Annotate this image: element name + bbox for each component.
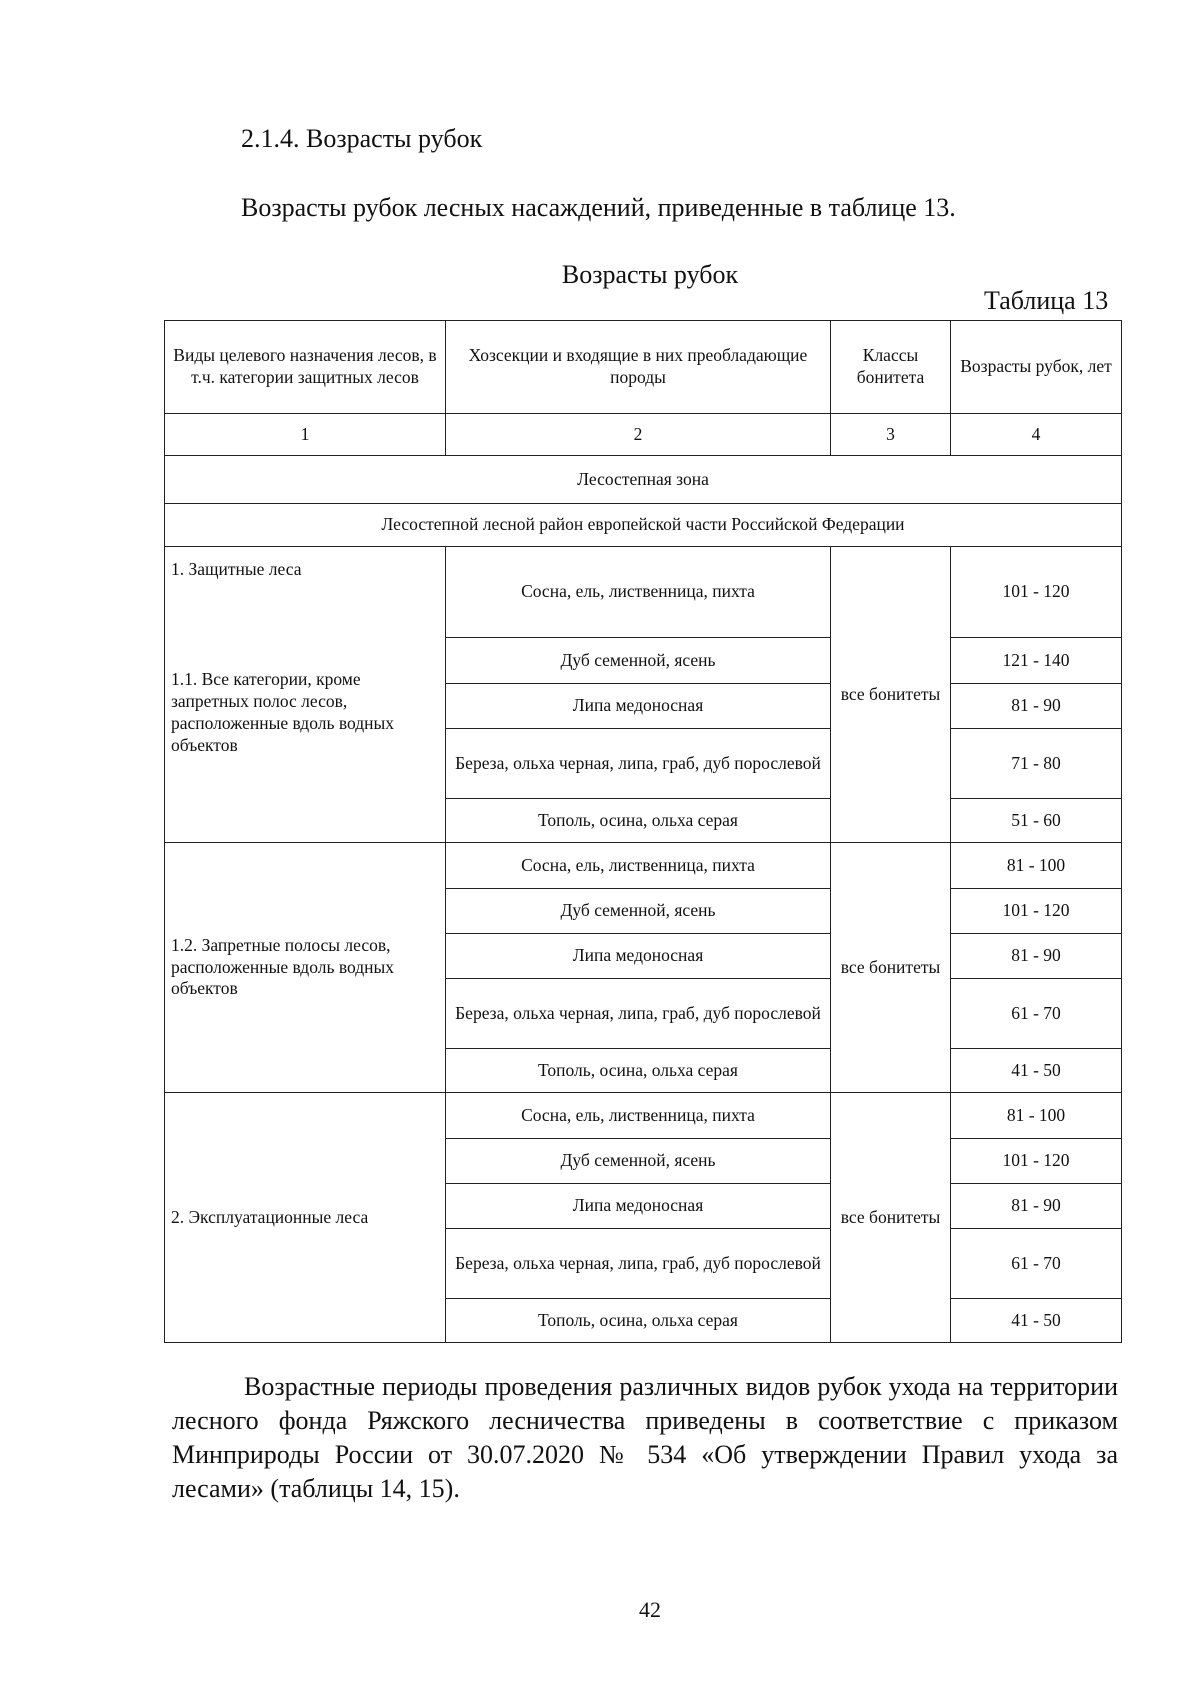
category-cell: 1.2. Запретные полосы лесов, расположенные вдоль водных объектов — [165, 843, 446, 1093]
column-number: 2 — [446, 414, 831, 456]
page-number: 42 — [639, 1597, 661, 1622]
category-label: 1. Защитные леса — [171, 559, 302, 579]
closing-paragraph: Возрастные периоды проведения различных видов рубок ухода на территории лесного фонда Ряжского лесничества приведены в соответствие с приказом Минприроды России от 30.07.2020 № 534 «Об утверждении Правил ухода за лесами» (таблицы 14, 15). — [172, 1372, 1118, 1503]
age-cell: 41 - 50 — [951, 1049, 1122, 1093]
header-cell: Виды целевого назначения лесов, в т.ч. категории защитных лесов — [165, 321, 446, 414]
region-row — [165, 504, 1122, 547]
species-cell: Липа медоносная — [446, 934, 831, 979]
table-row — [165, 843, 1122, 889]
species-cell: Дуб семенной, ясень — [446, 889, 831, 934]
bonitet-cell: все бонитеты — [831, 1093, 951, 1343]
age-cell: 81 - 90 — [951, 684, 1122, 729]
column-number: 4 — [951, 414, 1122, 456]
age-cell: 81 - 90 — [951, 1184, 1122, 1229]
species-cell: Дуб семенной, ясень — [446, 638, 831, 684]
species-cell: Сосна, ель, лиственница, пихта — [446, 547, 831, 638]
cutting-age-table — [164, 320, 1122, 1343]
table-header-row — [165, 321, 1122, 414]
column-number: 1 — [165, 414, 446, 456]
age-cell: 61 - 70 — [951, 979, 1122, 1049]
age-cell: 101 - 120 — [951, 547, 1122, 638]
intro-text: Возрасты рубок лесных насаждений, приведенные в таблице 13. — [241, 193, 956, 222]
age-cell: 121 - 140 — [951, 638, 1122, 684]
table-row — [165, 1093, 1122, 1139]
species-cell: Липа медоносная — [446, 684, 831, 729]
species-cell: Береза, ольха черная, липа, граб, дуб порослевой — [446, 1229, 831, 1299]
age-cell: 71 - 80 — [951, 729, 1122, 799]
subcategory-label: 1.1. Все категории, кроме запретных полос лесов, расположенные вдоль водных объектов — [171, 668, 394, 755]
region-cell: Лесостепной лесной район европейской части Российской Федерации — [165, 504, 1122, 547]
species-cell: Береза, ольха черная, липа, граб, дуб порослевой — [446, 729, 831, 799]
age-cell: 81 - 100 — [951, 1093, 1122, 1139]
zone-row — [165, 456, 1122, 504]
table-number: Таблица 13 — [984, 286, 1109, 315]
age-cell: 101 - 120 — [951, 889, 1122, 934]
column-number-row — [165, 414, 1122, 456]
section-heading: 2.1.4. Возрасты рубок — [241, 124, 483, 153]
table-row — [165, 547, 1122, 638]
header-cell: Хозсекции и входящие в них преобладающие породы — [446, 321, 831, 414]
column-number: 3 — [831, 414, 951, 456]
age-cell: 41 - 50 — [951, 1299, 1122, 1343]
age-cell: 81 - 90 — [951, 934, 1122, 979]
category-cell: 2. Эксплуатационные леса — [165, 1093, 446, 1343]
species-cell: Липа медоносная — [446, 1184, 831, 1229]
age-cell: 101 - 120 — [951, 1139, 1122, 1184]
table-title: Возрасты рубок — [561, 260, 739, 289]
species-cell: Тополь, осина, ольха серая — [446, 1049, 831, 1093]
species-cell: Береза, ольха черная, липа, граб, дуб порослевой — [446, 979, 831, 1049]
header-cell: Возрасты рубок, лет — [951, 321, 1122, 414]
age-cell: 81 - 100 — [951, 843, 1122, 889]
age-cell: 51 - 60 — [951, 799, 1122, 843]
header-cell: Классы бонитета — [831, 321, 951, 414]
age-cell: 61 - 70 — [951, 1229, 1122, 1299]
species-cell: Тополь, осина, ольха серая — [446, 799, 831, 843]
species-cell: Тополь, осина, ольха серая — [446, 1299, 831, 1343]
species-cell: Сосна, ель, лиственница, пихта — [446, 1093, 831, 1139]
species-cell: Сосна, ель, лиственница, пихта — [446, 843, 831, 889]
category-cell — [165, 547, 446, 843]
species-cell: Дуб семенной, ясень — [446, 1139, 831, 1184]
zone-cell: Лесостепная зона — [165, 456, 1122, 504]
bonitet-cell: все бонитеты — [831, 547, 951, 843]
bonitet-cell: все бонитеты — [831, 843, 951, 1093]
